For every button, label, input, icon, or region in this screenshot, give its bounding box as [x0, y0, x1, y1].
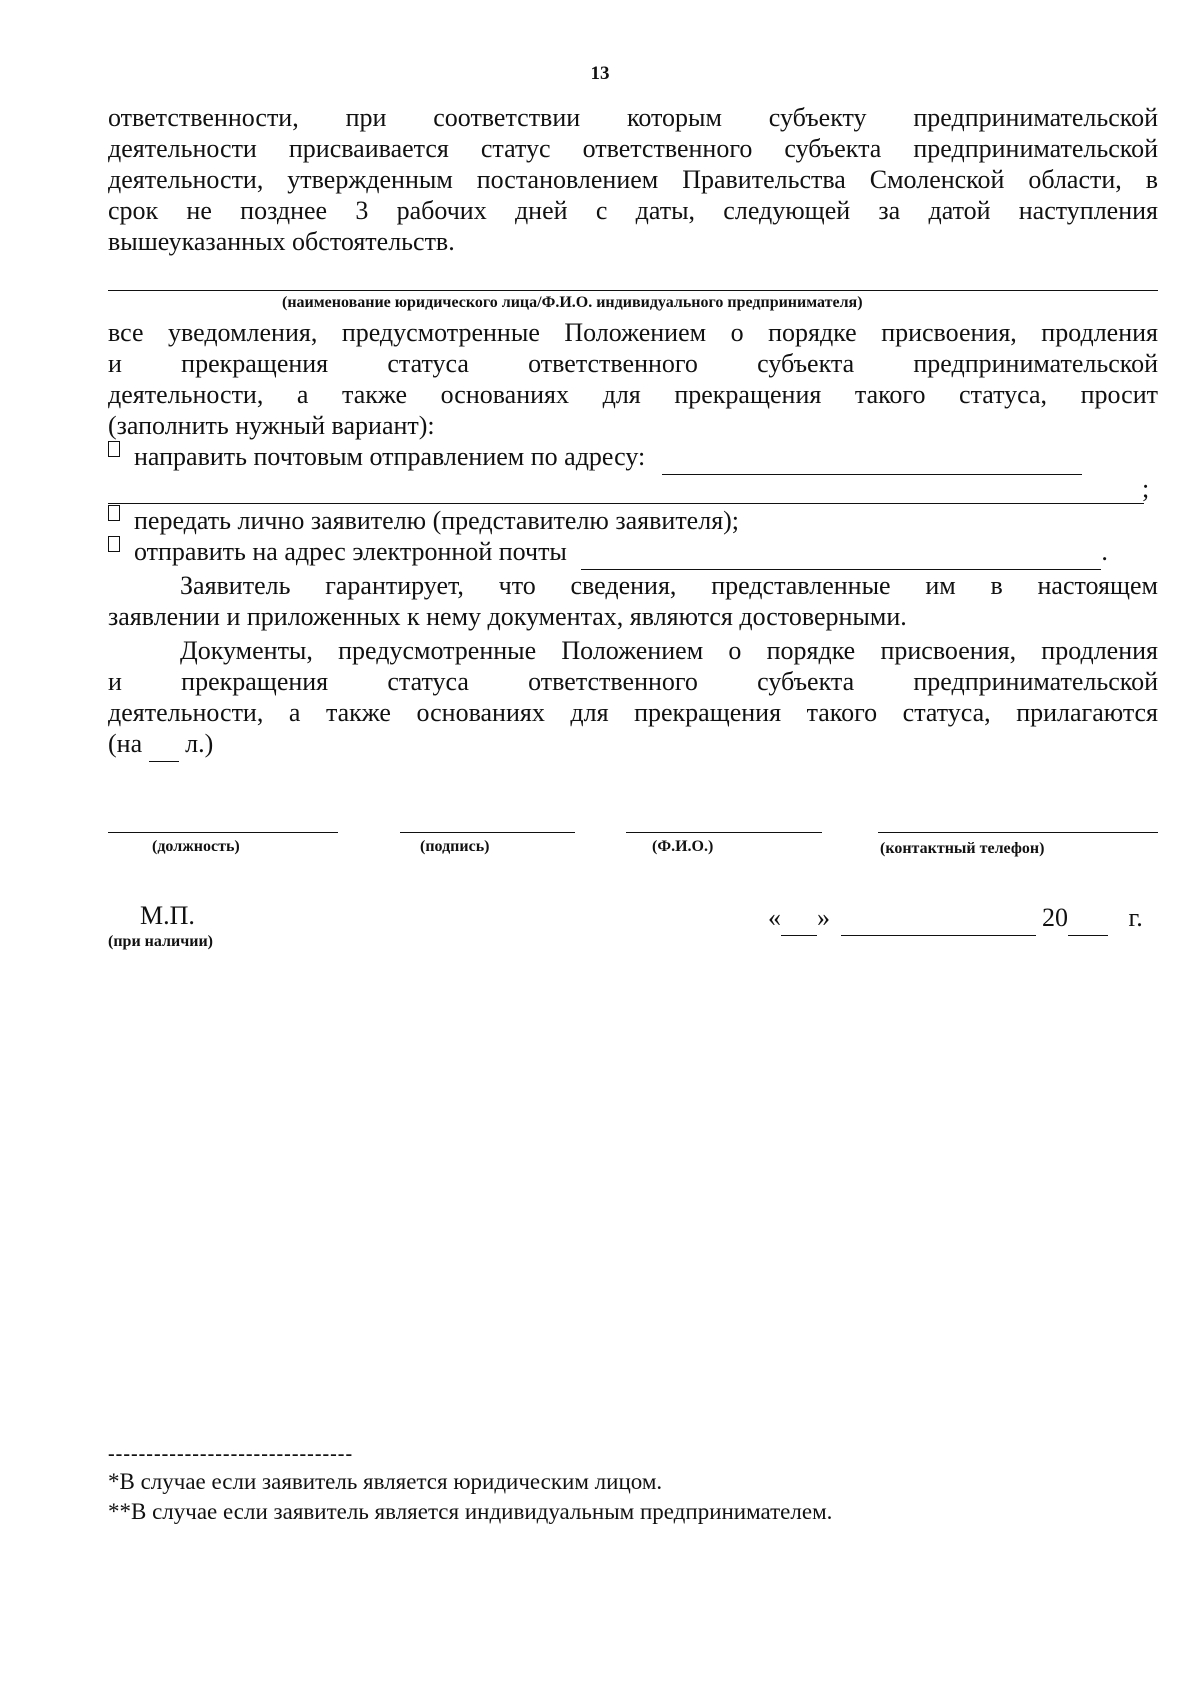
- option-email-label: отправить на адрес электронной почты: [134, 537, 567, 566]
- applicant-name-field[interactable]: [108, 290, 1158, 291]
- option-email: [108, 536, 1158, 570]
- email-address-field[interactable]: [581, 538, 1101, 570]
- date-year-suffix: г.: [1128, 903, 1143, 932]
- notifications-line-2: и прекращения статуса ответственного субъекта предпринимательской: [108, 349, 1158, 378]
- intro-line-2: деятельности присваивается статус ответственного субъекта предпринимательской: [108, 134, 1158, 163]
- documents-line-1: Документы, предусмотренные Положением о порядке присвоения, продления: [180, 636, 1158, 665]
- mail-address-semicolon: ;: [1142, 474, 1150, 503]
- date-year-prefix: 20: [1042, 903, 1068, 932]
- date-day-field[interactable]: [781, 904, 817, 936]
- guarantee-line-1: Заявитель гарантирует, что сведения, представленные им в настоящем: [180, 571, 1158, 600]
- position-field[interactable]: [108, 832, 338, 833]
- phone-field[interactable]: [878, 832, 1158, 833]
- date-open-quote: «: [768, 903, 781, 932]
- documents-pages-prefix: (на: [108, 729, 143, 758]
- documents-line-3: деятельности, а также основаниях для прекращения такого статуса, прилагаются: [108, 698, 1158, 727]
- documents-pages-suffix: л.): [185, 729, 214, 758]
- stamp-note: (при наличии): [108, 933, 214, 950]
- footnote-1: *В случае если заявитель является юридическим лицом.: [108, 1469, 663, 1494]
- intro-line-4: срок не позднее 3 рабочих дней с даты, следующей за датой наступления: [108, 196, 1158, 225]
- date-year-field[interactable]: [1068, 904, 1108, 936]
- option-mail: [108, 441, 1158, 475]
- fio-field[interactable]: [626, 832, 822, 833]
- applicant-name-caption: (наименование юридического лица/Ф.И.О. индивидуального предпринимателя): [282, 294, 863, 311]
- email-period: .: [1101, 537, 1108, 566]
- footnote-separator: --------------------------------: [108, 1443, 354, 1465]
- documents-line-2: и прекращения статуса ответственного субъекта предпринимательской: [108, 667, 1158, 696]
- position-caption: (должность): [152, 838, 240, 855]
- fio-caption: (Ф.И.О.): [652, 838, 714, 855]
- checkbox-email[interactable]: [108, 536, 120, 552]
- checkbox-mail[interactable]: [108, 441, 120, 457]
- footnote-2: **В случае если заявитель является индивидуальным предпринимателем.: [108, 1499, 833, 1524]
- page-number: 13: [590, 63, 610, 84]
- date-line: [768, 902, 1158, 936]
- notifications-line-3: деятельности, а также основаниях для прекращения такого статуса, просит: [108, 380, 1158, 409]
- mail-address-field-continued[interactable]: [108, 503, 1144, 504]
- date-month-field[interactable]: [841, 904, 1036, 936]
- checkbox-personal[interactable]: [108, 505, 120, 521]
- notifications-line-4: (заполнить нужный вариант):: [108, 411, 435, 440]
- signature-caption: (подпись): [420, 838, 490, 855]
- guarantee-line-2: заявлении и приложенных к нему документах, являются достоверными.: [108, 602, 907, 631]
- date-close-quote: »: [817, 903, 830, 932]
- option-personal: [108, 505, 1158, 536]
- option-personal-label: передать лично заявителю (представителю заявителя);: [134, 506, 740, 535]
- intro-line-5: вышеуказанных обстоятельств.: [108, 227, 455, 256]
- intro-line-1: ответственности, при соответствии которым субъекту предпринимательской: [108, 103, 1158, 132]
- stamp-label: М.П.: [140, 901, 195, 930]
- documents-line-4: [108, 728, 1158, 762]
- phone-caption: (контактный телефон): [880, 840, 1045, 857]
- notifications-line-1: все уведомления, предусмотренные Положением о порядке присвоения, продления: [108, 318, 1158, 347]
- signature-field[interactable]: [400, 832, 575, 833]
- mail-address-field[interactable]: [662, 443, 1082, 475]
- intro-line-3: деятельности, утвержденным постановлением Правительства Смоленской области, в: [108, 165, 1158, 194]
- documents-pages-count-field[interactable]: [149, 730, 179, 762]
- option-mail-label: направить почтовым отправлением по адресу:: [134, 442, 646, 471]
